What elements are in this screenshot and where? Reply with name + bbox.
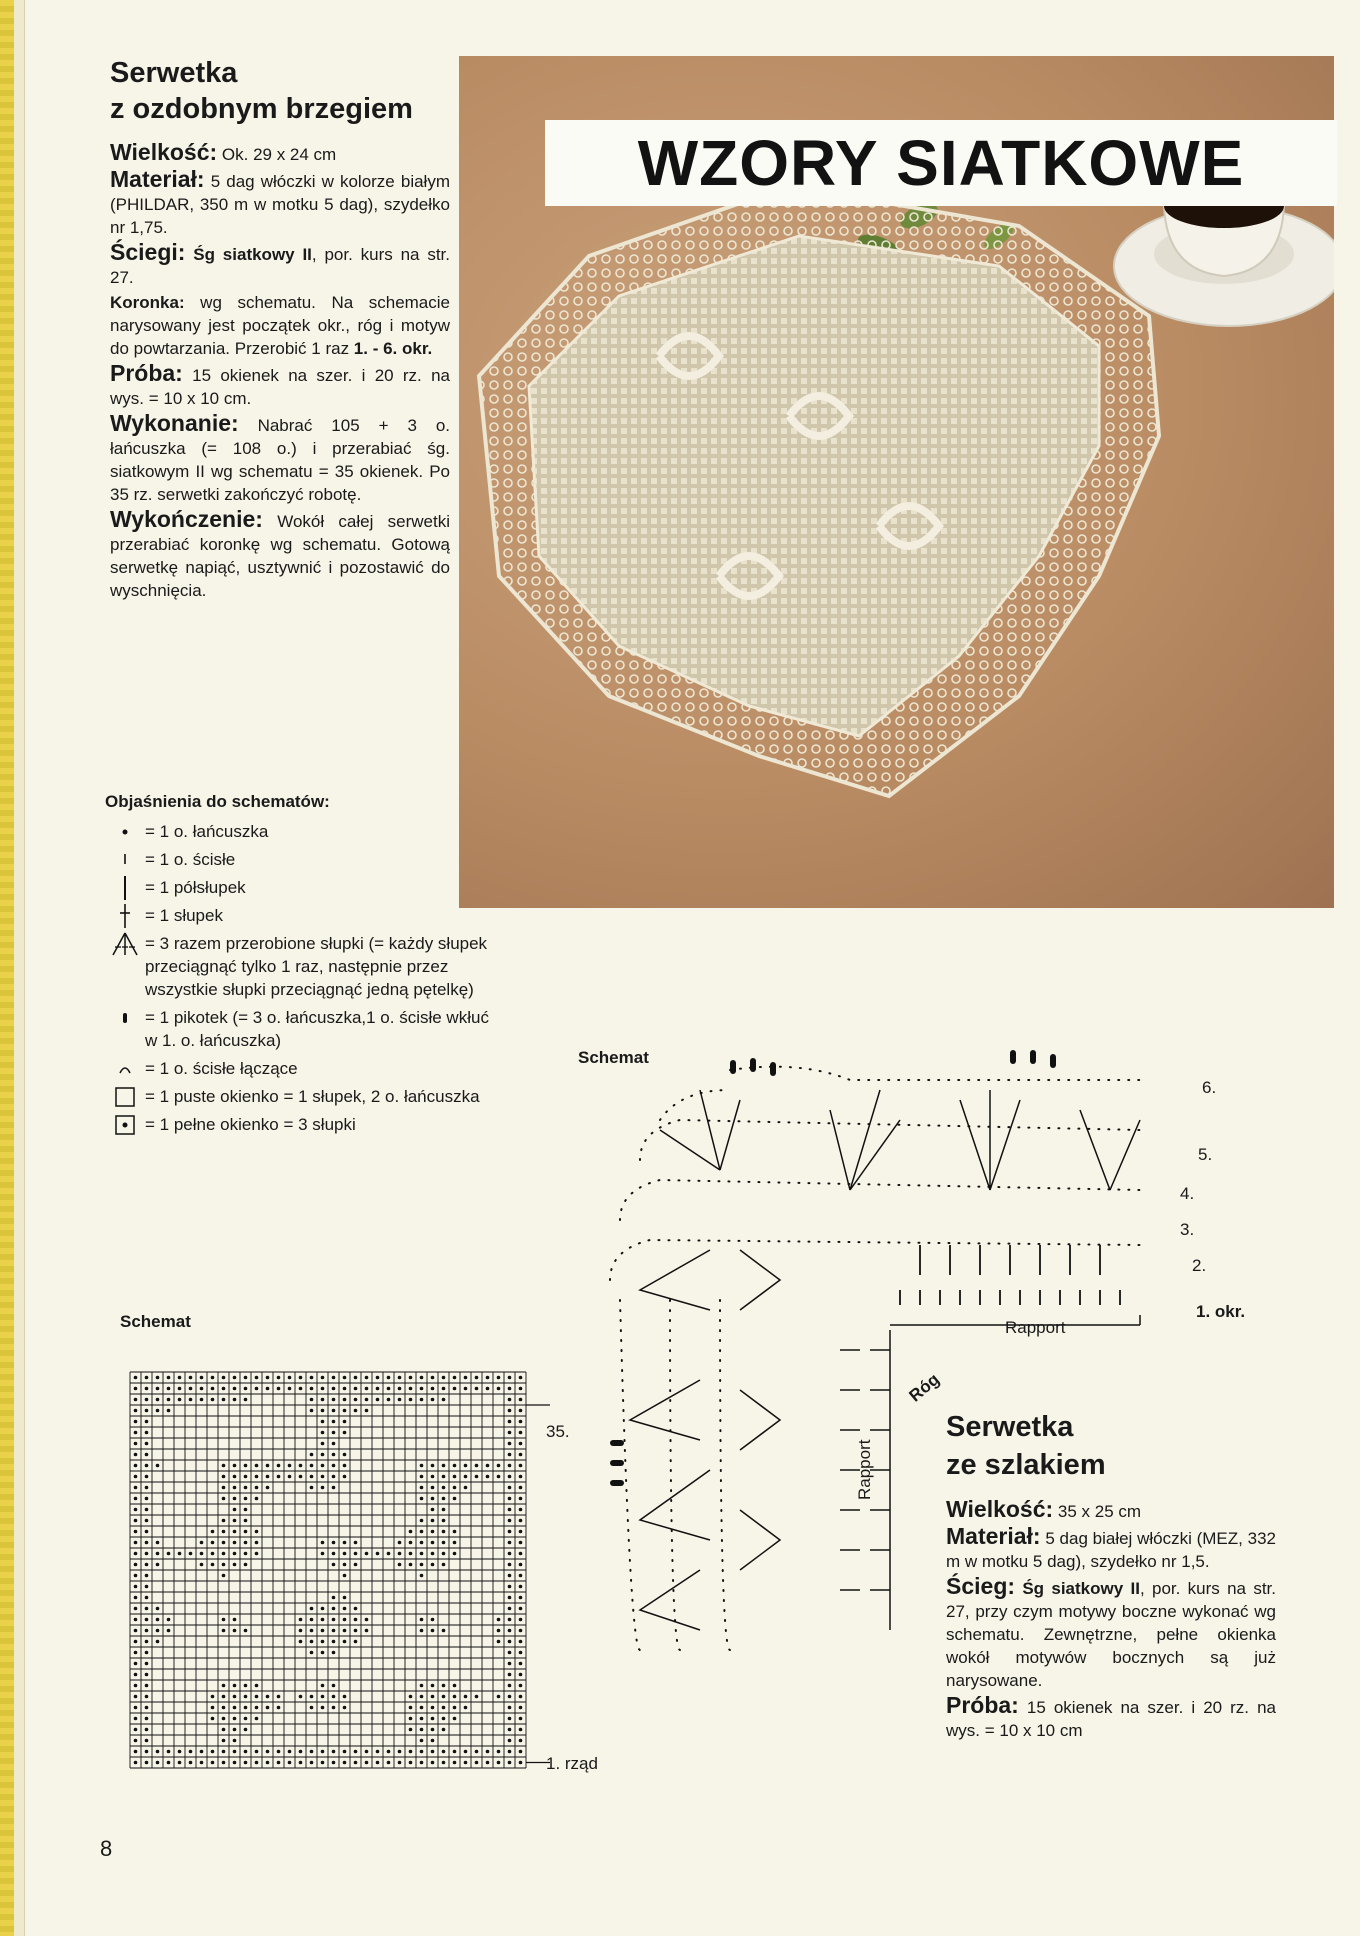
single-crochet-icon (105, 848, 145, 871)
legend-row (105, 1085, 505, 1108)
legend-text: = 1 puste okienko = 1 słupek, 2 o. łańcuszka (145, 1087, 480, 1106)
article1-lace (110, 291, 450, 360)
legend-row (105, 1006, 505, 1052)
article1-stitches (110, 241, 450, 289)
round-4-label: 4. (1180, 1184, 1195, 1203)
round-1-label: 1. okr. (1196, 1302, 1246, 1321)
article1-work (110, 412, 450, 506)
filled-square-icon (105, 1113, 145, 1136)
chart2-label: Schemat (578, 1048, 649, 1067)
stitch-bold: Śg siatkowy II (1015, 1579, 1140, 1598)
lace-bold: 1. - 6. okr. (353, 339, 433, 358)
legend-text: = 1 słupek (145, 906, 223, 925)
corner-label: Róg (905, 1369, 943, 1406)
row-label-bottom: 1. rząd (546, 1754, 598, 1773)
size-label: Wielkość: (946, 1496, 1054, 1522)
legend-row (105, 1057, 505, 1080)
legend-row (105, 1113, 505, 1136)
double-crochet-icon (105, 904, 145, 927)
stitch-label: Ścieg: (946, 1573, 1016, 1599)
legend-title: Objaśnienia do schematów: (105, 792, 330, 811)
article1-material (110, 168, 450, 239)
empty-square-icon (105, 1085, 145, 1108)
legend-text: = 1 o. łańcuszka (145, 822, 269, 841)
article2-material (946, 1525, 1276, 1573)
stitch-value: , por. kurs na str. 27, przy czym motywy boczne wykonać wg schematu. Zewnętrzne, pełne okienka wokół motywów bocznych są już narysowane. (946, 1579, 1277, 1690)
article1-title (110, 55, 450, 127)
legend-row (105, 848, 505, 871)
article2-gauge (946, 1694, 1276, 1742)
picot-icon (105, 1006, 145, 1029)
rapport-vertical-label: Rapport (855, 1439, 874, 1500)
filet-grid (110, 1352, 550, 1772)
round-5-label: 5. (1198, 1145, 1213, 1164)
article-doily-decorative-edge (110, 55, 450, 604)
lace-label: Koronka: (110, 293, 185, 312)
legend-text: = 1 o. ścisłe łączące (145, 1059, 298, 1078)
size-value: Ok. 29 x 24 cm (217, 145, 337, 164)
article2-stitch (946, 1575, 1276, 1692)
stitches-label: Ściegi: (110, 239, 186, 265)
article1-title-line1: Serwetka (110, 57, 238, 89)
work-label: Wykonanie: (110, 410, 239, 436)
round-3-label: 3. (1180, 1220, 1195, 1239)
article2-title-line2: ze szlakiem (946, 1449, 1106, 1481)
banner-title: WZORY SIATKOWE (637, 127, 1245, 199)
gauge-label: Próba: (946, 1692, 1019, 1718)
article2-title (946, 1408, 1276, 1484)
gauge-value: 15 okienek na szer. i 20 rz. na wys. = 10 x 10 cm (946, 1698, 1276, 1740)
chart1-label: Schemat (120, 1312, 191, 1331)
legend-text: = 3 razem przerobione słupki (= każdy słupek przeciągnąć tylko 1 raz, następnie przez wszystkie słupki przeciągnąć jedną pętelkę) (145, 934, 488, 999)
chain-dot-icon (105, 820, 145, 843)
material-label: Materiał: (946, 1523, 1041, 1549)
legend-text: = 1 pikotek (= 3 o. łańcuszka,1 o. ścisłe wkłuć w 1. o. łańcuszka) (145, 1008, 489, 1050)
gauge-value: 15 okienek na szer. i 20 rz. na wys. = 10 x 10 cm. (110, 366, 450, 408)
legend-row (105, 932, 505, 1001)
round-2-label: 2. (1192, 1256, 1207, 1275)
legend-row (105, 820, 505, 843)
section-banner (545, 120, 1337, 206)
material-label: Materiał: (110, 166, 205, 192)
size-label: Wielkość: (110, 139, 218, 165)
round-6-label: 6. (1202, 1078, 1217, 1097)
page-number: 8 (100, 1836, 113, 1861)
article-doily-border (946, 1408, 1276, 1744)
work-value: Nabrać 105 + 3 o. łańcuszka (= 108 o.) i przerabiać śg. siatkowym II wg schematu = 35 okienek. Po 35 rz. serwetki zakończyć robotę. (110, 416, 450, 504)
finish-label: Wykończenie: (110, 506, 263, 532)
legend-text: = 1 o. ścisłe (145, 850, 236, 869)
stitches-value: , por. kurs na str. 27. (110, 245, 451, 287)
stitches-bold: Śg siatkowy II (185, 245, 312, 264)
article1-title-line2: z ozdobnym brzegiem (110, 93, 413, 125)
article2-size (946, 1498, 1276, 1523)
filet-grid-chart (110, 1352, 550, 1777)
binding-strip (0, 0, 14, 1936)
legend-text: = 1 pełne okienko = 3 słupki (145, 1115, 356, 1134)
article1-gauge (110, 362, 450, 410)
material-value: 5 dag włóczki w kolorze białym (PHILDAR, 350 m w motku 5 dag), szydełko nr 1,75. (110, 172, 450, 237)
gauge-label: Próba: (110, 360, 183, 386)
rapport-horizontal-label: Rapport (1005, 1318, 1066, 1337)
legend-text: = 1 półsłupek (145, 878, 246, 897)
article1-size (110, 141, 450, 166)
lace-value: wg schematu. Na schemacie narysowany jest początek okr., róg i motyw do powtarzania. Przerobić 1 raz (110, 293, 450, 358)
legend-row (105, 876, 505, 899)
row-label-top: 35. (546, 1422, 570, 1441)
slip-stitch-icon (105, 1057, 145, 1080)
size-value: 35 x 25 cm (1053, 1502, 1142, 1521)
finish-value: Wokół całej serwetki przerabiać koronkę wg schematu. Gotową serwetkę napiąć, usztywnić i pozostawić do wyschnięcia. (110, 512, 450, 600)
binding-edge (14, 0, 25, 1936)
legend-row (105, 904, 505, 927)
cluster-icon (105, 932, 145, 955)
material-value: 5 dag białej włóczki (MEZ, 332 m w motku 5 dag), szydełko nr 1,5. (946, 1529, 1276, 1571)
half-double-icon (105, 876, 145, 899)
symbols-legend (105, 792, 505, 1141)
article1-finish (110, 508, 450, 602)
article2-title-line1: Serwetka (946, 1411, 1074, 1443)
